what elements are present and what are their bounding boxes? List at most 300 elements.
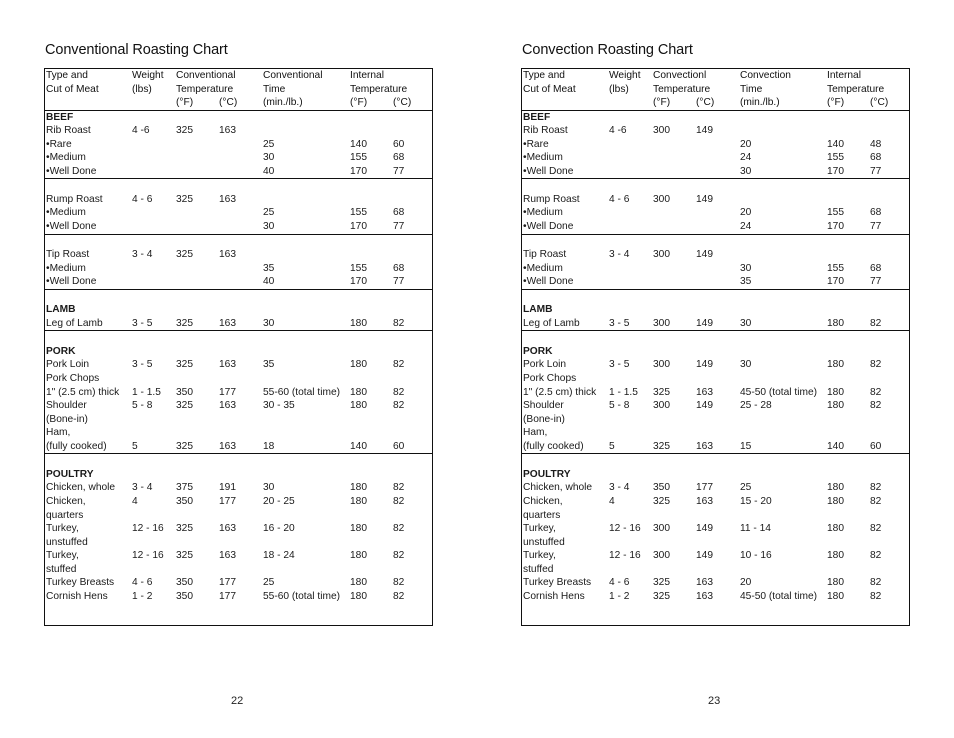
table-row — [522, 275, 909, 290]
column-header: (°F) — [350, 97, 368, 109]
table-row — [45, 413, 432, 427]
page-title: Conventional Roasting Chart — [45, 42, 228, 58]
table-cell: 180 — [827, 523, 844, 535]
table-cell: Turkey Breasts — [523, 577, 592, 589]
table-cell: 82 — [393, 577, 405, 589]
table-cell: 24 — [740, 221, 752, 233]
table-cell: 11 - 14 — [740, 523, 771, 535]
table-cell: 325 — [176, 249, 193, 261]
table-cell: 177 — [219, 495, 236, 507]
table-cell: 163 — [219, 249, 236, 261]
table-cell: 77 — [393, 165, 405, 177]
table-cell: 82 — [870, 550, 882, 562]
table-cell: Turkey, — [523, 550, 556, 562]
table-cell: 82 — [393, 590, 405, 602]
table-row — [522, 317, 909, 332]
table-cell: 149 — [696, 550, 713, 562]
section-heading-row — [45, 303, 432, 317]
table-cell: 24 — [740, 152, 752, 164]
table-cell: 177 — [696, 482, 713, 494]
table-cell: Rib Roast — [523, 125, 568, 137]
table-cell: (fully cooked) — [46, 440, 107, 452]
table-cell: 3 - 4 — [132, 249, 153, 261]
table-cell: Chicken, whole — [46, 482, 116, 494]
table-cell: stuffed — [46, 563, 77, 575]
table-cell: 3 - 4 — [609, 482, 630, 494]
table-row — [522, 124, 909, 138]
table-cell: Pork Chops — [523, 373, 577, 385]
table-cell: Ham, — [46, 427, 71, 439]
table-cell: 18 — [263, 440, 275, 452]
table-row — [522, 481, 909, 495]
column-header: Temperature — [653, 83, 711, 95]
table-row — [522, 495, 909, 509]
table-cell: Chicken, whole — [523, 482, 593, 494]
column-header: (°F) — [176, 97, 194, 109]
table-cell: 180 — [350, 550, 367, 562]
table-cell: 1" (2.5 cm) thick — [46, 386, 120, 398]
table-cell: 180 — [350, 317, 367, 329]
table-cell: 155 — [827, 207, 844, 219]
section-heading-row — [522, 345, 909, 359]
table-cell: 155 — [350, 207, 367, 219]
table-row — [45, 372, 432, 386]
table-cell: 325 — [176, 193, 193, 205]
table-cell: 1 - 1.5 — [132, 386, 161, 398]
roasting-table — [521, 68, 910, 626]
table-cell: 16 - 20 — [263, 523, 295, 535]
table-row — [45, 399, 432, 413]
table-cell: 163 — [219, 523, 236, 535]
table-cell: 15 — [740, 440, 752, 452]
table-cell: 180 — [827, 550, 844, 562]
table-cell: Turkey, — [46, 523, 79, 535]
table-row — [45, 509, 432, 523]
table-cell: 18 - 24 — [263, 550, 295, 562]
table-cell: 170 — [350, 165, 367, 177]
table-row — [522, 151, 909, 165]
table-cell: 20 — [740, 207, 752, 219]
table-row — [522, 165, 909, 180]
table-cell: 15 - 20 — [740, 495, 772, 507]
section-heading-row — [45, 111, 432, 125]
table-cell: 325 — [176, 317, 193, 329]
table-cell: •Rare — [46, 138, 72, 150]
table-cell: 155 — [350, 152, 367, 164]
column-header: Cut of Meat — [523, 83, 576, 95]
table-cell: 82 — [393, 317, 405, 329]
table-cell: quarters — [46, 509, 84, 521]
table-cell: 163 — [219, 193, 236, 205]
table-cell: 30 — [263, 152, 275, 164]
table-cell: •Well Done — [523, 165, 574, 177]
table-row — [45, 262, 432, 276]
table-row — [45, 290, 432, 304]
column-header: Time — [263, 83, 286, 95]
column-header: (°F) — [827, 97, 845, 109]
table-cell: 375 — [176, 482, 193, 494]
table-cell: 68 — [393, 262, 405, 274]
table-cell: 149 — [696, 359, 713, 371]
table-cell: 350 — [653, 482, 670, 494]
table-cell: 82 — [393, 359, 405, 371]
table-cell: 60 — [393, 440, 405, 452]
section-heading: POULTRY — [523, 468, 571, 480]
section-heading: BEEF — [46, 111, 74, 123]
table-cell: 35 — [740, 276, 752, 288]
table-cell: 300 — [653, 249, 670, 261]
table-row — [45, 536, 432, 550]
table-cell: Cornish Hens — [46, 590, 108, 602]
table-cell: Leg of Lamb — [46, 317, 103, 329]
table-cell: 68 — [870, 152, 882, 164]
table-cell: 325 — [653, 495, 670, 507]
column-header: Time — [740, 83, 763, 95]
column-header: (°C) — [393, 97, 412, 109]
table-cell: 325 — [176, 550, 193, 562]
table-row — [522, 358, 909, 372]
table-cell: 177 — [219, 386, 236, 398]
table-cell: 77 — [870, 221, 882, 233]
table-cell: (Bone-in) — [46, 413, 88, 425]
page-number: 23 — [708, 695, 721, 707]
table-cell: 82 — [393, 386, 405, 398]
table-cell: Turkey Breasts — [46, 577, 115, 589]
table-cell: •Medium — [523, 262, 563, 274]
table-cell: 3 - 5 — [609, 317, 630, 329]
table-cell: 180 — [350, 386, 367, 398]
table-cell: 325 — [176, 359, 193, 371]
table-cell: 325 — [176, 440, 193, 452]
table-cell: 12 - 16 — [609, 523, 641, 535]
table-cell: 163 — [219, 125, 236, 137]
column-header: (°F) — [653, 97, 671, 109]
section-heading: PORK — [46, 345, 76, 357]
table-row — [522, 193, 909, 207]
table-cell: Leg of Lamb — [523, 317, 580, 329]
table-cell: 68 — [870, 262, 882, 274]
table-body — [45, 69, 432, 603]
section-heading-row — [522, 111, 909, 125]
table-cell: 180 — [350, 482, 367, 494]
table-cell: 140 — [350, 138, 367, 150]
table-header-row — [522, 83, 909, 97]
column-header: Weight — [132, 70, 164, 81]
table-cell: 300 — [653, 317, 670, 329]
table-cell: •Medium — [46, 207, 86, 219]
table-row — [45, 235, 432, 249]
table-row — [45, 386, 432, 400]
table-row — [45, 317, 432, 332]
table-cell: 170 — [350, 221, 367, 233]
column-header: Type and — [523, 70, 565, 81]
table-cell: Rump Roast — [46, 193, 103, 205]
table-cell: 30 — [740, 317, 752, 329]
table-cell: 30 — [263, 317, 275, 329]
table-cell: 82 — [393, 550, 405, 562]
table-cell: 4 - 6 — [132, 577, 153, 589]
table-cell: Pork Loin — [46, 359, 90, 371]
column-header: Conventional — [176, 70, 236, 81]
table-cell: 77 — [870, 165, 882, 177]
table-row — [45, 454, 432, 468]
column-header: (lbs) — [132, 83, 152, 95]
table-cell: 325 — [176, 400, 193, 412]
table-cell: Ham, — [523, 427, 548, 439]
table-row — [45, 165, 432, 180]
table-cell: 77 — [870, 276, 882, 288]
table-cell: •Well Done — [523, 276, 574, 288]
table-cell: unstuffed — [523, 536, 565, 548]
column-header: Convection — [740, 70, 791, 81]
table-cell: 25 — [263, 207, 275, 219]
table-row — [45, 481, 432, 495]
table-cell: 180 — [350, 590, 367, 602]
table-cell: 3 - 5 — [132, 317, 153, 329]
table-row — [45, 124, 432, 138]
table-cell: 45-50 (total time) — [740, 386, 818, 398]
table-cell: 12 - 16 — [132, 523, 164, 535]
table-cell: 45-50 (total time) — [740, 590, 818, 602]
section-heading-row — [45, 345, 432, 359]
column-header: (min./lb.) — [263, 97, 303, 109]
table-cell: 180 — [827, 400, 844, 412]
section-heading: BEEF — [523, 111, 551, 123]
table-cell: Shoulder — [46, 400, 87, 412]
table-row — [45, 193, 432, 207]
column-header: (°C) — [219, 97, 238, 109]
table-cell: 170 — [350, 276, 367, 288]
table-cell: 82 — [393, 400, 405, 412]
column-header: Convectionl — [653, 70, 707, 81]
table-cell: 82 — [870, 359, 882, 371]
table-cell: 77 — [393, 221, 405, 233]
table-cell: 325 — [653, 590, 670, 602]
table-cell: 155 — [827, 262, 844, 274]
table-header-row — [45, 96, 432, 111]
table-row — [522, 138, 909, 152]
table-cell: Pork Loin — [523, 359, 567, 371]
column-header: Temperature — [827, 83, 885, 95]
table-cell: 20 — [740, 577, 752, 589]
table-row — [522, 372, 909, 386]
column-header: (°C) — [870, 97, 889, 109]
table-row — [45, 440, 432, 455]
table-cell: 350 — [176, 590, 193, 602]
table-cell: 149 — [696, 523, 713, 535]
table-cell: •Medium — [46, 262, 86, 274]
table-cell: •Well Done — [46, 221, 97, 233]
table-cell: 300 — [653, 523, 670, 535]
table-cell: 163 — [219, 317, 236, 329]
table-cell: 4 - 6 — [132, 193, 153, 205]
table-cell: 325 — [176, 125, 193, 137]
table-cell: quarters — [523, 509, 561, 521]
column-header: (min./lb.) — [740, 97, 780, 109]
table-row — [522, 220, 909, 235]
table-cell: 40 — [263, 165, 275, 177]
column-header: Temperature — [350, 83, 408, 95]
table-cell: 1" (2.5 cm) thick — [523, 386, 597, 398]
table-body — [522, 69, 909, 603]
table-cell: 180 — [827, 359, 844, 371]
table-cell: 180 — [827, 577, 844, 589]
table-cell: 55-60 (total time) — [263, 590, 341, 602]
table-row — [45, 426, 432, 440]
table-cell: 30 — [263, 221, 275, 233]
table-row — [522, 426, 909, 440]
table-row — [522, 509, 909, 523]
table-cell: 163 — [219, 359, 236, 371]
table-cell: 180 — [350, 359, 367, 371]
table-header-row — [45, 69, 432, 83]
table-cell: 55-60 (total time) — [263, 386, 341, 398]
table-cell: 68 — [393, 207, 405, 219]
table-row — [45, 576, 432, 590]
table-row — [522, 454, 909, 468]
table-cell: 3 - 4 — [609, 249, 630, 261]
table-cell: 180 — [827, 317, 844, 329]
table-cell: 82 — [870, 482, 882, 494]
table-cell: Rib Roast — [46, 125, 91, 137]
table-cell: 170 — [827, 276, 844, 288]
table-cell: Tip Roast — [46, 249, 90, 261]
table-cell: 4 -6 — [132, 125, 150, 137]
table-cell: •Well Done — [523, 221, 574, 233]
column-header: Conventional — [263, 70, 323, 81]
table-cell: 180 — [350, 577, 367, 589]
table-cell: 5 — [609, 440, 615, 452]
table-cell: 163 — [696, 590, 713, 602]
table-cell: 350 — [176, 495, 193, 507]
table-cell: 35 — [263, 359, 275, 371]
section-heading-row — [522, 468, 909, 482]
table-cell: unstuffed — [46, 536, 88, 548]
table-cell: 325 — [653, 386, 670, 398]
column-header: Cut of Meat — [46, 83, 99, 95]
table-cell: 82 — [393, 495, 405, 507]
table-header-row — [522, 69, 909, 83]
table-cell: 180 — [350, 400, 367, 412]
table-cell: Turkey, — [523, 523, 556, 535]
table-cell: 12 - 16 — [132, 550, 164, 562]
table-cell: 300 — [653, 125, 670, 137]
table-cell: 30 — [740, 165, 752, 177]
table-cell: 82 — [393, 482, 405, 494]
table-header-row — [522, 96, 909, 111]
table-cell: 325 — [176, 523, 193, 535]
table-cell: 3 - 5 — [132, 359, 153, 371]
table-row — [522, 235, 909, 249]
table-cell: 163 — [696, 577, 713, 589]
table-row — [45, 331, 432, 345]
table-cell: 3 - 5 — [609, 359, 630, 371]
table-cell: 155 — [827, 152, 844, 164]
right-page — [477, 0, 954, 738]
table-cell: stuffed — [523, 563, 554, 575]
table-cell: 25 — [740, 482, 752, 494]
table-row — [522, 386, 909, 400]
table-row — [45, 179, 432, 193]
table-cell: 20 - 25 — [263, 495, 295, 507]
table-row — [45, 220, 432, 235]
table-row — [522, 440, 909, 455]
table-cell: Pork Chops — [46, 373, 100, 385]
table-cell: Chicken, — [46, 495, 86, 507]
table-row — [45, 138, 432, 152]
column-header: Weight — [609, 70, 641, 81]
table-cell: Tip Roast — [523, 249, 567, 261]
table-cell: 1 - 1.5 — [609, 386, 638, 398]
table-cell: •Medium — [46, 152, 86, 164]
table-cell: 177 — [219, 577, 236, 589]
table-row — [522, 522, 909, 536]
section-heading: LAMB — [46, 304, 76, 316]
table-cell: 25 — [263, 577, 275, 589]
table-cell: 82 — [870, 577, 882, 589]
table-cell: 77 — [393, 276, 405, 288]
table-cell: 163 — [696, 495, 713, 507]
table-row — [522, 399, 909, 413]
table-cell: 163 — [219, 440, 236, 452]
table-cell: •Medium — [523, 152, 563, 164]
table-row — [45, 590, 432, 604]
table-row — [522, 536, 909, 550]
table-row — [45, 522, 432, 536]
table-cell: Shoulder — [523, 400, 564, 412]
table-cell: 3 - 4 — [132, 482, 153, 494]
table-row — [522, 206, 909, 220]
table-cell: 60 — [870, 440, 882, 452]
column-header: Internal — [827, 70, 861, 81]
table-cell: •Well Done — [46, 165, 97, 177]
table-cell: 4 — [609, 495, 615, 507]
table-cell: 82 — [870, 495, 882, 507]
table-cell: 149 — [696, 193, 713, 205]
table-row — [522, 576, 909, 590]
table-cell: 12 - 16 — [609, 550, 641, 562]
table-cell: 140 — [350, 440, 367, 452]
table-cell: 40 — [263, 276, 275, 288]
table-cell: Rump Roast — [523, 193, 580, 205]
table-cell: 149 — [696, 317, 713, 329]
table-cell: 140 — [827, 138, 844, 150]
table-cell: 82 — [393, 523, 405, 535]
section-heading: PORK — [523, 345, 553, 357]
table-cell: 155 — [350, 262, 367, 274]
table-cell: 325 — [653, 577, 670, 589]
table-cell: 163 — [696, 440, 713, 452]
table-cell: 30 — [740, 262, 752, 274]
table-cell: 25 - 28 — [740, 400, 772, 412]
table-cell: 300 — [653, 193, 670, 205]
section-heading-row — [45, 468, 432, 482]
table-cell: 25 — [263, 138, 275, 150]
table-cell: 5 - 8 — [609, 400, 630, 412]
table-cell: 180 — [827, 590, 844, 602]
table-row — [45, 275, 432, 290]
table-cell: 4 - 6 — [609, 577, 630, 589]
table-cell: 82 — [870, 400, 882, 412]
table-cell: 4 - 6 — [609, 193, 630, 205]
table-row — [522, 290, 909, 304]
table-row — [522, 179, 909, 193]
table-row — [45, 248, 432, 262]
table-cell: 82 — [870, 590, 882, 602]
table-cell: 170 — [827, 165, 844, 177]
column-header: (°C) — [696, 97, 715, 109]
table-cell: •Medium — [523, 207, 563, 219]
